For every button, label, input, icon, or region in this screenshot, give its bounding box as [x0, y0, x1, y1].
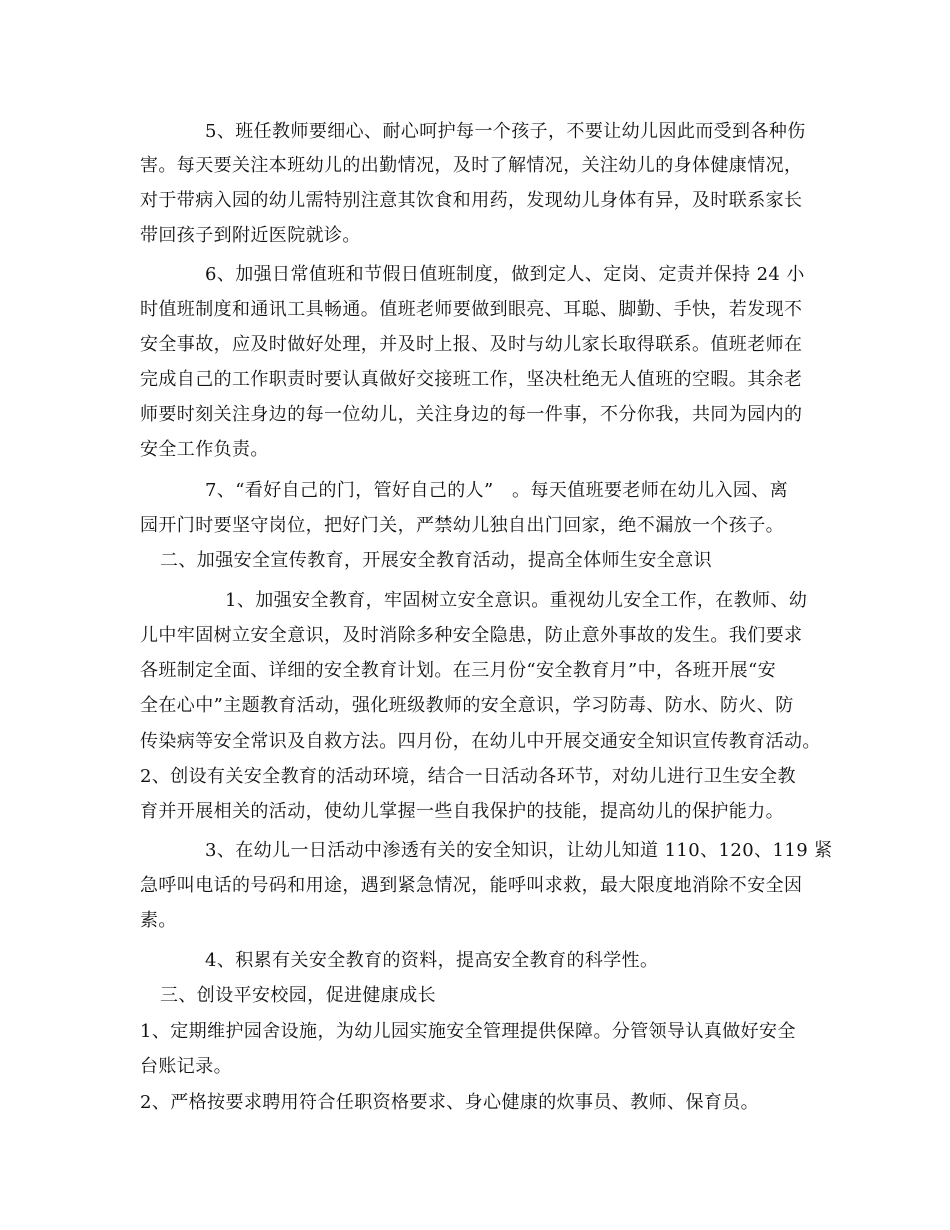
- text-line: 各班制定全面、详细的安全教育计划。在三月份“安全教育月”中，各班开展“安: [140, 660, 777, 681]
- text-line: 对于带病入园的幼儿需特别注意其饮食和用药，发现幼儿身体有异，及时联系家长: [140, 190, 803, 211]
- text-line: 台账记录。: [140, 1056, 232, 1077]
- text-line: 带回孩子到附近医院就诊。: [140, 225, 361, 246]
- text-line: 2、创设有关安全教育的活动环境，结合一日活动各环节，对幼儿进行卫生安全教: [140, 766, 796, 787]
- text-line: 素。: [140, 910, 177, 931]
- section-heading: 二、加强安全宣传教育，开展安全教育活动，提高全体师生安全意识: [160, 550, 712, 571]
- text-line: 6、加强日常值班和节假日值班制度，做到定人、定岗、定责并保持 24 小: [205, 264, 805, 285]
- text-line: 园开门时要坚守岗位，把好门关，严禁幼儿独自出门回家，绝不漏放一个孩子。: [140, 515, 784, 536]
- section-heading: 三、创设平安校园，促进健康成长: [160, 985, 436, 1006]
- text-line: 1、加强安全教育，牢固树立安全意识。重视幼儿安全工作，在教师、幼: [225, 590, 808, 611]
- text-line: 育并开展相关的活动，使幼儿掌握一些自我保护的技能，提高幼儿的保护能力。: [140, 801, 784, 822]
- text-line: 全在心中”主题教育活动，强化班级教师的安全意识，学习防毒、防水、防火、防: [140, 695, 794, 716]
- text-line: 2、严格按要求聘用符合任职资格要求、身心健康的炊事员、教师、保育员。: [140, 1092, 760, 1113]
- text-line: 3、在幼儿一日活动中渗透有关的安全知识，让幼儿知道 110、120、119 紧: [205, 840, 833, 861]
- text-line: 完成自己的工作职责时要认真做好交接班工作，坚决杜绝无人值班的空暇。其余老: [140, 369, 803, 390]
- text-line: 害。每天要关注本班幼儿的出勤情况，及时了解情况，关注幼儿的身体健康情况，: [140, 155, 803, 176]
- text-line: 5、班任教师要细心、耐心呵护每一个孩子，不要让幼儿因此而受到各种伤: [205, 121, 806, 142]
- text-line: 时值班制度和通讯工具畅通。值班老师要做到眼亮、耳聪、脚勤、手快，若发现不: [140, 299, 803, 320]
- text-line: 7、“看好自己的门，管好自己的人” 。每天值班要老师在幼儿入园、离: [205, 480, 789, 501]
- text-line: 安全事故，应及时做好处理，并及时上报、及时与幼儿家长取得联系。值班老师在: [140, 334, 803, 355]
- text-line: 传染病等安全常识及自救方法。四月份，在幼儿中开展交通安全知识宣传教育活动。: [140, 731, 821, 752]
- text-line: 4、积累有关安全教育的资料，提高安全教育的科学性。: [205, 950, 659, 971]
- text-line: 儿中牢固树立安全意识，及时消除多种安全隐患，防止意外事故的发生。我们要求: [140, 625, 803, 646]
- text-line: 安全工作负责。: [140, 439, 269, 460]
- text-line: 急呼叫电话的号码和用途，遇到紧急情况，能呼叫求救，最大限度地消除不安全因: [140, 875, 803, 896]
- text-line: 师要时刻关注身边的每一位幼儿，关注身边的每一件事，不分你我，共同为园内的: [140, 404, 803, 425]
- text-line: 1、定期维护园舍设施，为幼儿园实施安全管理提供保障。分管领导认真做好安全: [140, 1021, 796, 1042]
